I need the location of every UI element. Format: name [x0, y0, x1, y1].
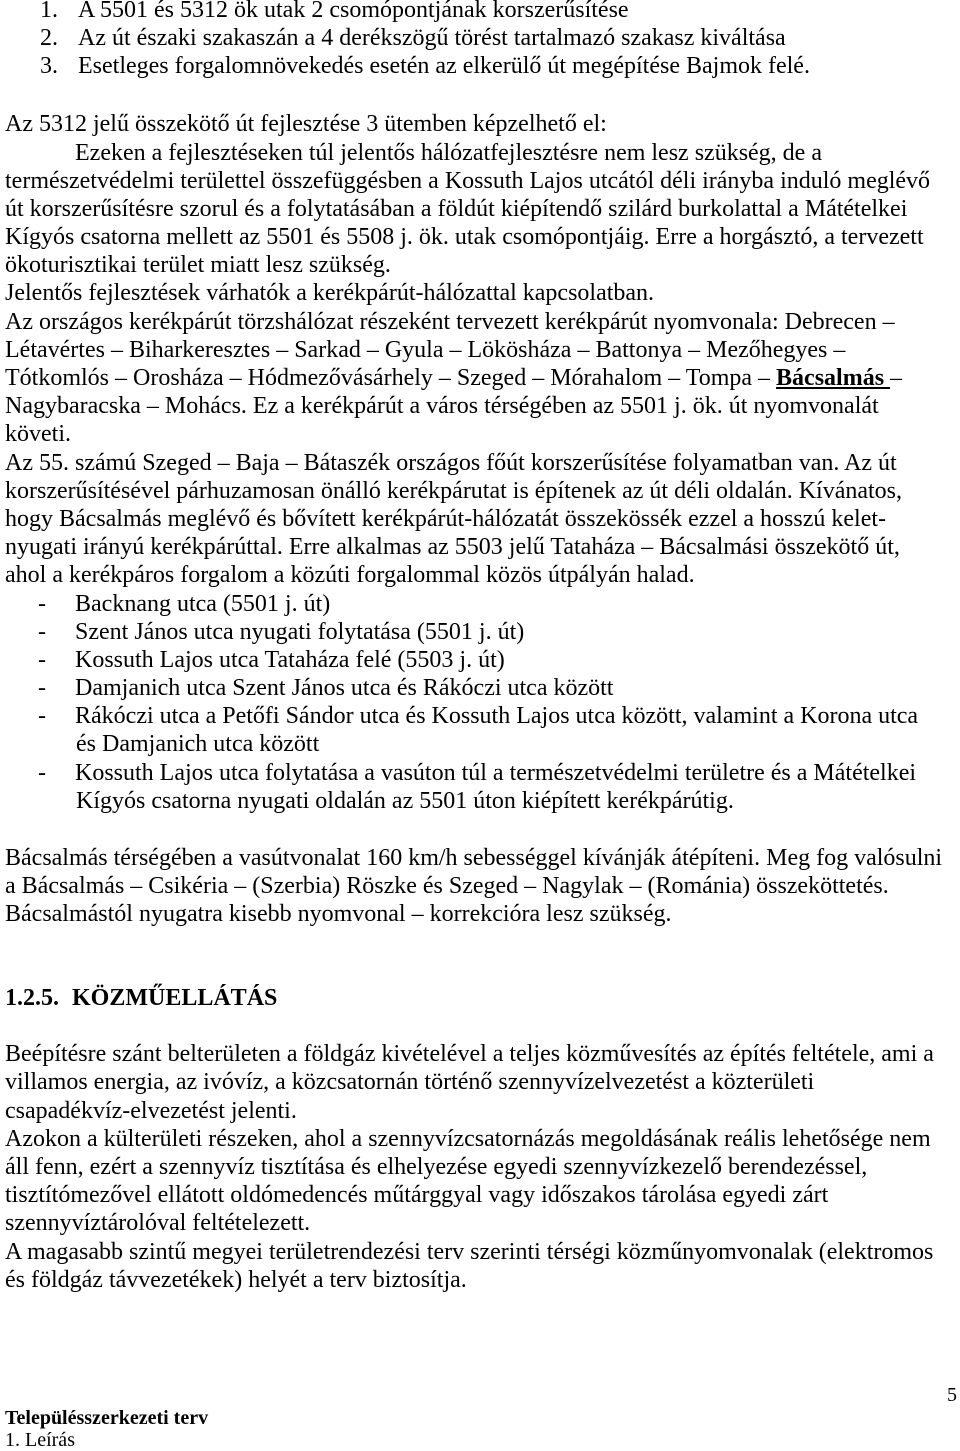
bullet-dash: -: [38, 590, 46, 617]
paragraph-line: és földgáz távvezetékek) helyét a terv biztosítja.: [5, 1266, 467, 1293]
bullet-continuation: Kígyós csatorna nyugati oldalán az 5501 úton kiépített kerékpárútig.: [76, 787, 734, 814]
bullet-line: [5, 590, 955, 618]
paragraph-line: Jelentős fejlesztések várhatók a kerékpárút-hálózattal kapcsolatban.: [5, 280, 655, 307]
numbered-list-item: [5, 0, 955, 24]
bullet-text: Damjanich utca Szent János utca és Rákóczi utca között: [75, 675, 614, 702]
bullet-dash: -: [38, 675, 46, 702]
paragraph-line: tisztítómezővel ellátott oldómedencés műtárggyal vagy időszakos tárolása egyedi zárt: [5, 1182, 829, 1209]
paragraph-line: villamos energia, az ivóvíz, a közcsatornán történő szennyvízelvezetést a közterületi: [5, 1069, 815, 1096]
numbered-list-item: [5, 24, 955, 52]
bullet-dash: -: [38, 646, 46, 673]
paragraph-line: Bácsalmás térségében a vasútvonalat 160 km/h sebességgel kívánják átépíteni. Meg fog valósulni: [5, 844, 943, 871]
document-body: [5, 0, 955, 1294]
bullet-line: [5, 618, 955, 646]
road-development-paragraph: [5, 110, 955, 307]
paragraph-line: Azokon a külterületi részeken, ahol a szennyvízcsatornázás megoldásának reális lehetősége nem: [5, 1125, 931, 1152]
paragraph-line: út korszerűsítésre szorul és a folytatásában a földút kiépítendő szilárd burkolattal a Mátételkei: [5, 195, 908, 222]
list-number: 2.: [40, 25, 58, 52]
paragraph-line: csapadékvíz-elvezetést jelenti.: [5, 1097, 297, 1124]
paragraph-line: természetvédelmi területtel összefüggésben a Kossuth Lajos utcától déli irányba induló meglévő: [5, 167, 931, 194]
bullet-text: Backnang utca (5501 j. út): [75, 590, 331, 617]
section-number: 1.2.5.: [5, 985, 59, 1012]
bullet-text: Szent János utca nyugati folytatása (5501 j. út): [75, 618, 525, 645]
highlighted-town: Bácsalmás: [776, 365, 891, 392]
paragraph-line: Beépítésre szánt belterületen a földgáz kivételével a teljes közművesítés az építés feltétele, ami a: [5, 1041, 934, 1068]
paragraph-line: nyugati irányú kerékpárúttal. Erre alkalmas az 5503 jelű Tataháza – Bácsalmási összekötő út,: [5, 534, 900, 561]
utilities-section: [5, 1040, 955, 1294]
utilities-paragraph: [5, 1040, 955, 1125]
bullet-text: Kossuth Lajos utca folytatása a vasúton túl a természetvédelmi területre és a Mátételkei: [75, 759, 917, 786]
paragraph-line: Az országos kerékpárút törzshálózat részeként tervezett kerékpárút nyomvonala: Debrecen –: [5, 308, 895, 335]
paragraph-line: ökoturisztikai terület miatt lesz szükség.: [5, 252, 391, 279]
paragraph-line: [5, 364, 955, 392]
footer-chapter: 1. Leírás: [5, 1429, 75, 1451]
footer-document-title: Településszerkezeti terv: [5, 1407, 209, 1429]
list-number: 1.: [40, 0, 58, 23]
paragraph-line: Az 5312 jelű összekötő út fejlesztése 3 ütemben képzelhető el:: [5, 111, 607, 138]
paragraph-line: Létavértes – Biharkeresztes – Sarkad – Gyula – Lökösháza – Battonya – Mezőhegyes –: [5, 336, 846, 363]
bullet-dash: -: [38, 618, 46, 645]
bullet-line: [5, 674, 955, 702]
main-road-paragraph: [5, 449, 955, 590]
paragraph-line: korszerűsítésével párhuzamosan önálló kerékpárutat is építenek az út déli oldalán. Kívánatos,: [5, 477, 903, 504]
paragraph-line: A magasabb szintű megyei területrendezési terv szerinti térségi közműnyomvonalak (elektromos: [5, 1238, 934, 1265]
section-title: KÖZMŰELLÁTÁS: [72, 985, 278, 1012]
route-text: Tótkomlós – Orosháza – Hódmezővásárhely – Szeged – Mórahalom – Tompa –: [5, 365, 777, 392]
utilities-paragraph: [5, 1238, 955, 1294]
bullet-dash: -: [38, 759, 46, 786]
bullet-item: [5, 702, 955, 758]
bullet-text: Rákóczi utca a Petőfi Sándor utca és Kossuth Lajos utca között, valamint a Korona utca: [75, 703, 919, 730]
bullet-line: [5, 702, 955, 730]
list-text: Az út északi szakaszán a 4 derékszögű törést tartalmazó szakasz kiváltása: [78, 25, 786, 52]
paragraph-line: Nagybaracska – Mohács. Ez a kerékpárút a város térségében az 5501 j. ök. út nyomvonalát: [5, 393, 879, 420]
bullet-item: [5, 759, 955, 815]
bullet-item: [5, 590, 955, 618]
bullet-line: [5, 646, 955, 674]
bullet-continuation: és Damjanich utca között: [76, 731, 320, 758]
bullet-item: [5, 646, 955, 674]
list-text: A 5501 és 5312 ök utak 2 csomópontjának korszerűsítése: [78, 0, 629, 23]
paragraph-line: áll fenn, ezért a szennyvíz tisztítása és elhelyezése egyedi szennyvízkezelő berendezéssel,: [5, 1153, 868, 1180]
paragraph-line: Bácsalmástól nyugatra kisebb nyomvonal – korrekcióra lesz szükség.: [5, 901, 672, 928]
bullet-item: [5, 618, 955, 646]
paragraph-line: ahol a kerékpáros forgalom a közúti forgalommal közös útpályán halad.: [5, 562, 695, 589]
list-number: 3.: [40, 53, 58, 80]
numbered-list: [5, 0, 955, 81]
paragraph-line: szennyvíztárolóval feltételezett.: [5, 1210, 311, 1237]
paragraph-line: a Bácsalmás – Csikéria – (Szerbia) Röszke és Szeged – Nagylak – (Románia) összeköttetés.: [5, 873, 889, 900]
paragraph-line: Az 55. számú Szeged – Baja – Bátaszék országos főút korszerűsítése folyamatban van. Az út: [5, 449, 897, 476]
list-text: Esetleges forgalomnövekedés esetén az elkerülő út megépítése Bajmok felé.: [78, 53, 810, 80]
route-text: –: [890, 365, 903, 392]
utilities-paragraph: [5, 1125, 955, 1238]
cycle-route-paragraph: [5, 308, 955, 449]
section-heading: [5, 984, 955, 1012]
bullet-line: [5, 759, 955, 787]
railway-paragraph: [5, 844, 955, 929]
bullet-text: Kossuth Lajos utca Tataháza felé (5503 j. út): [75, 646, 505, 673]
numbered-list-item: [5, 52, 955, 80]
paragraph-line: hogy Bácsalmás meglévő és bővített kerékpárút-hálózatát összekössék ezzel a hosszú kelet-: [5, 505, 887, 532]
bike-path-list: [5, 590, 955, 816]
bullet-dash: -: [38, 703, 46, 730]
paragraph-line: Ezeken a fejlesztéseken túl jelentős hálózatfejlesztésre nem lesz szükség, de a: [75, 139, 822, 166]
paragraph-line: Kígyós csatorna mellett az 5501 és 5508 j. ök. utak csomópontjáig. Erre a horgásztó, a tervezett: [5, 224, 924, 251]
paragraph-line: követi.: [5, 421, 71, 448]
page-number: 5: [947, 1384, 957, 1406]
bullet-item: [5, 674, 955, 702]
